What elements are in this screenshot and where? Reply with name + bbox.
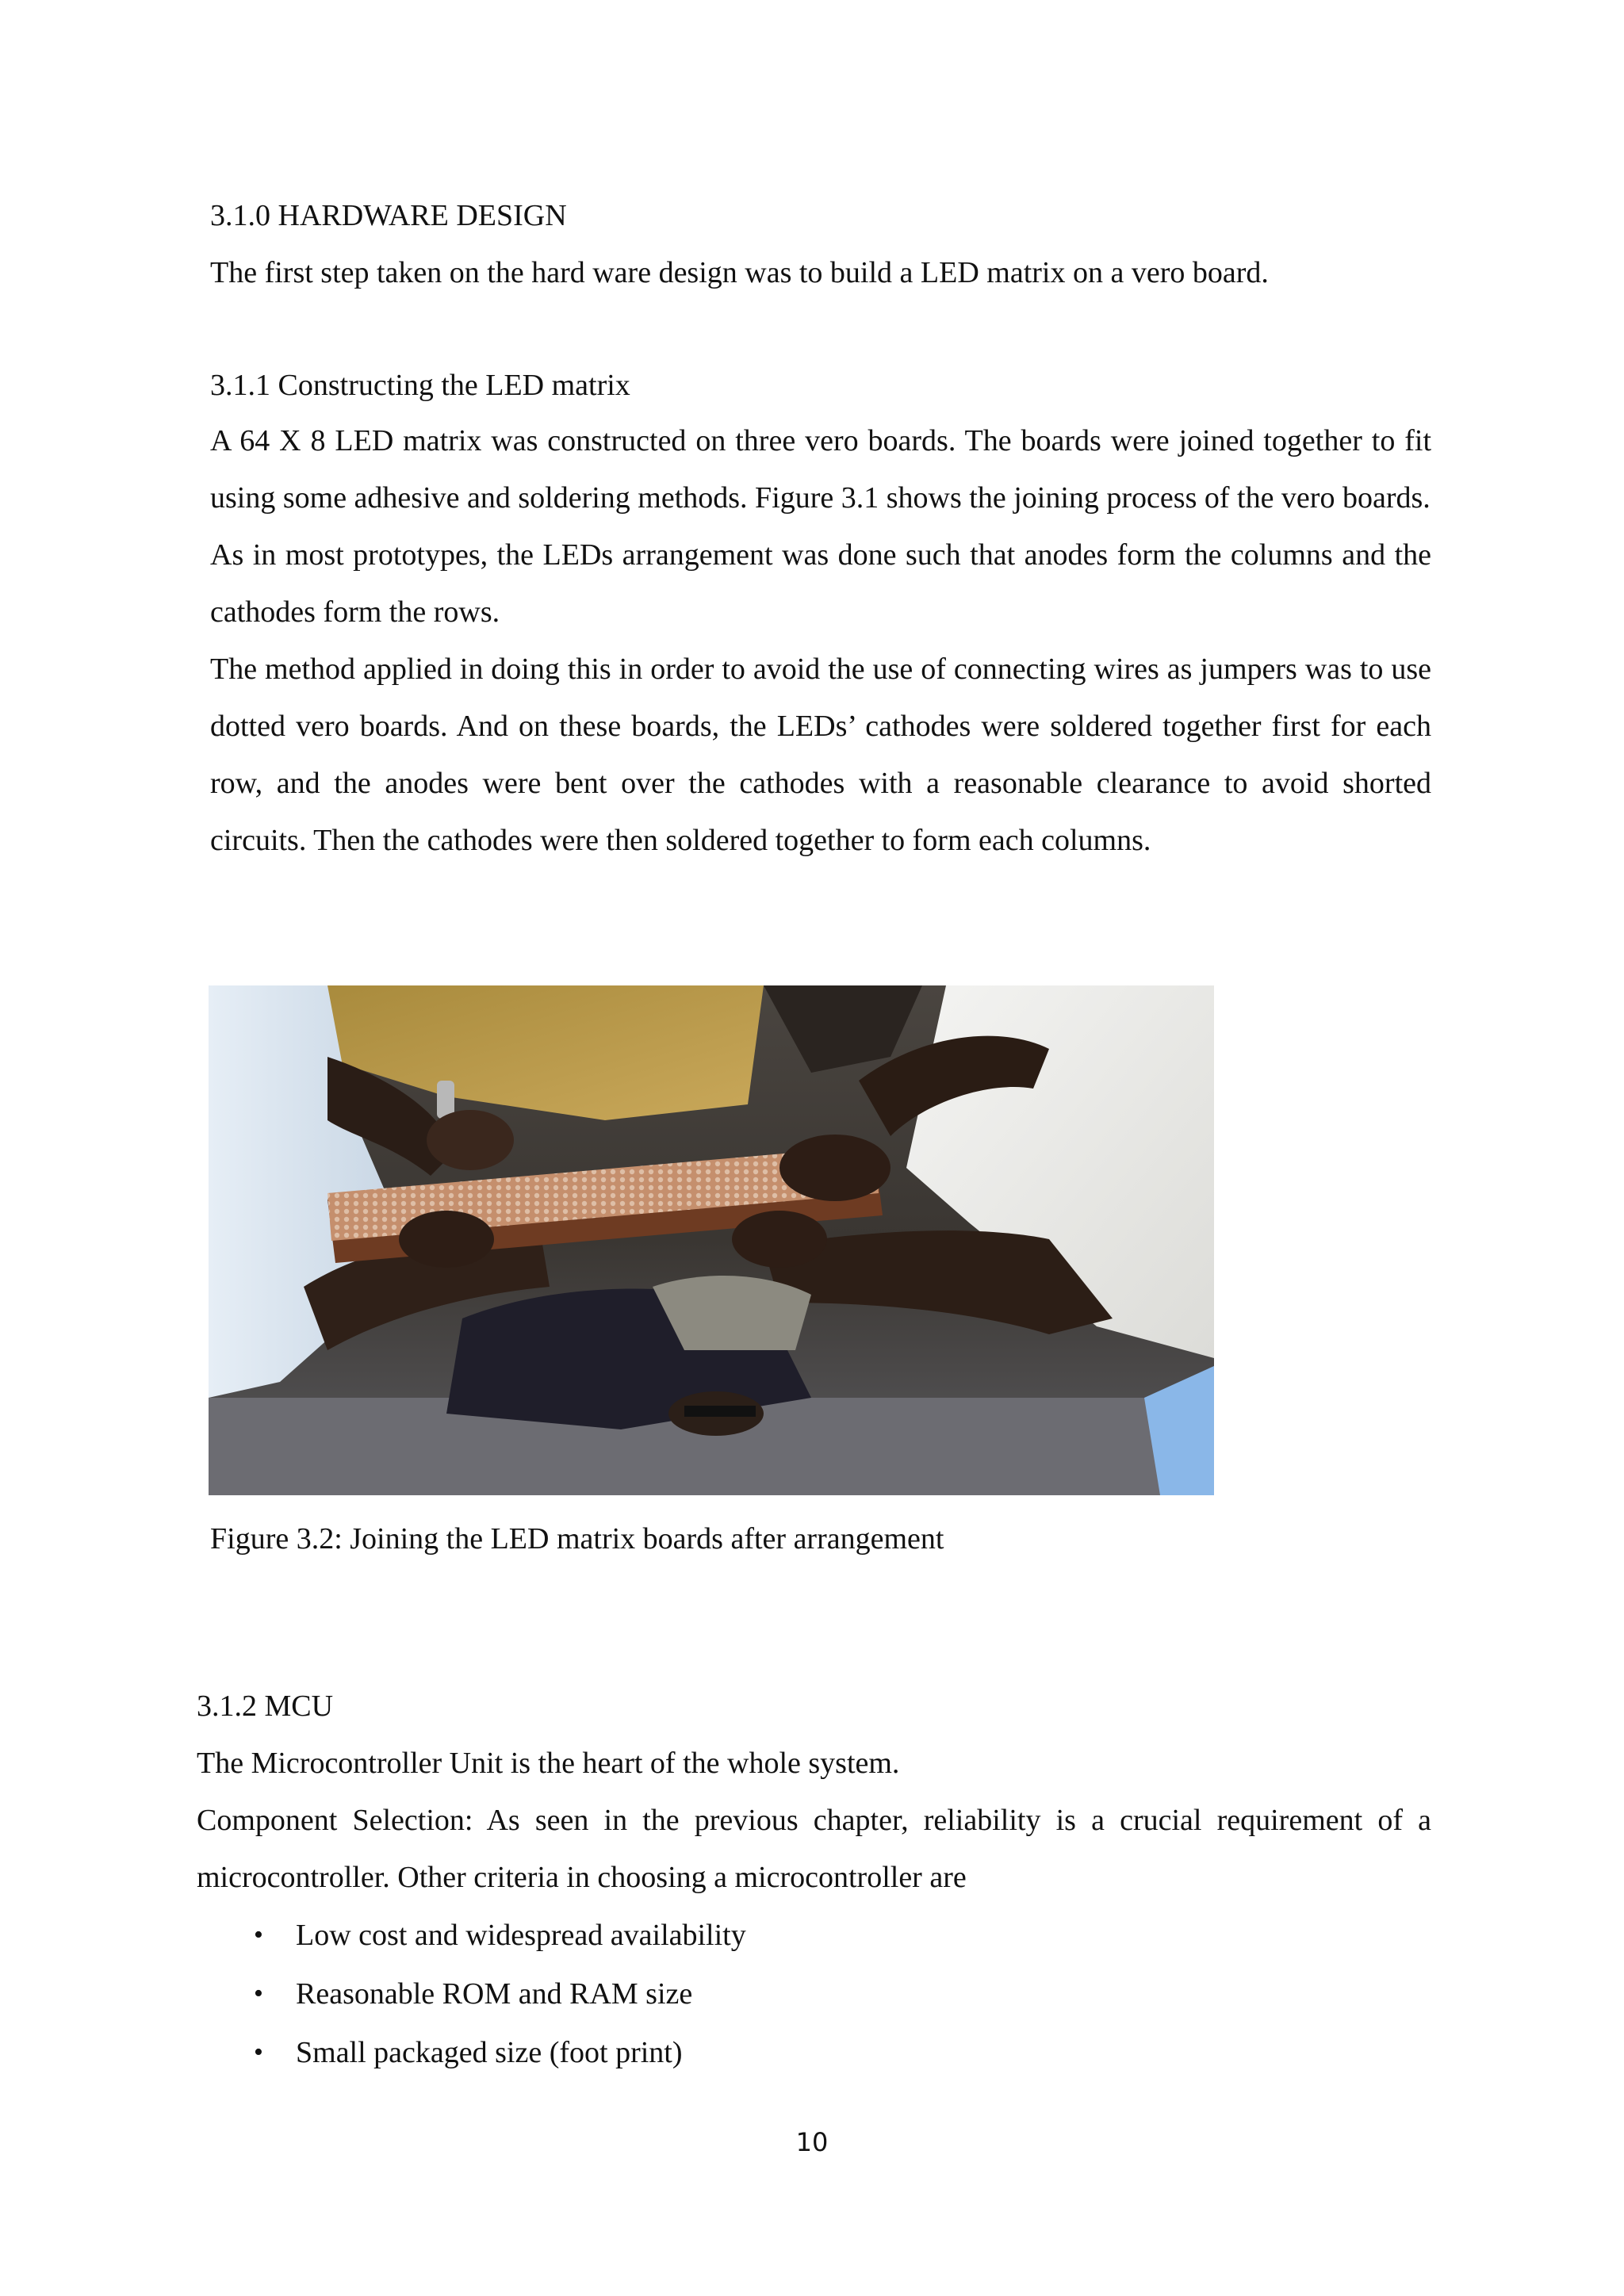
section-heading-hardware-design: 3.1.0 HARDWARE DESIGN [210,199,567,232]
criteria-list [197,1907,746,2083]
section-heading-constructing-led-matrix: 3.1.1 Constructing the LED matrix [210,369,630,402]
list-item-text: Small packaged size (foot print) [296,2036,683,2069]
list-item [197,2024,746,2083]
list-item [197,1907,746,1965]
bullet-icon: • [254,1920,263,1950]
paragraph-component-selection: Component Selection: As seen in the previous chapter, reliability is a crucial requirement of a microcontroller. Other criteria in choosing a microcontroller are [197,1804,1431,1894]
mcu-intro: The Microcontroller Unit is the heart of the whole system. [197,1747,900,1780]
section-heading-mcu: 3.1.2 MCU [197,1689,334,1723]
list-item-text: Reasonable ROM and RAM size [296,1977,693,2011]
paragraph-matrix-construction: A 64 X 8 LED matrix was constructed on three vero boards. The boards were joined together to fit using some adhesive and soldering methods. Figure 3.1 shows the joining process of the vero boards. [210,424,1431,515]
figure-caption: Figure 3.2: Joining the LED matrix boards after arrangement [210,1522,944,1556]
bullet-icon: • [254,2038,263,2067]
list-item-text: Low cost and widespread availability [296,1919,746,1952]
paragraph-led-arrangement: As in most prototypes, the LEDs arrangement was done such that anodes form the columns and the cathodes form the rows. [210,538,1431,629]
list-item [197,1965,746,2024]
constructing-led-matrix-body [210,412,1431,869]
paragraph-soldering-method: The method applied in doing this in order to avoid the use of connecting wires as jumpers was to use dotted vero boards. And on these boards, the LEDs’ cathodes were soldered together first for each row, and the anodes were bent over the cathodes with a reasonable clearance to avoid shorted circuits. Then the cathodes were then soldered together to form each columns. [210,652,1431,857]
figure-photo-joining-boards [209,985,1214,1495]
component-selection-body [197,1792,1431,1906]
photo-illustration [209,985,1214,1495]
page-number: 10 [795,2127,829,2157]
hardware-design-intro: The first step taken on the hard ware design was to build a LED matrix on a vero board. [210,256,1269,289]
bullet-icon: • [254,1979,263,2008]
